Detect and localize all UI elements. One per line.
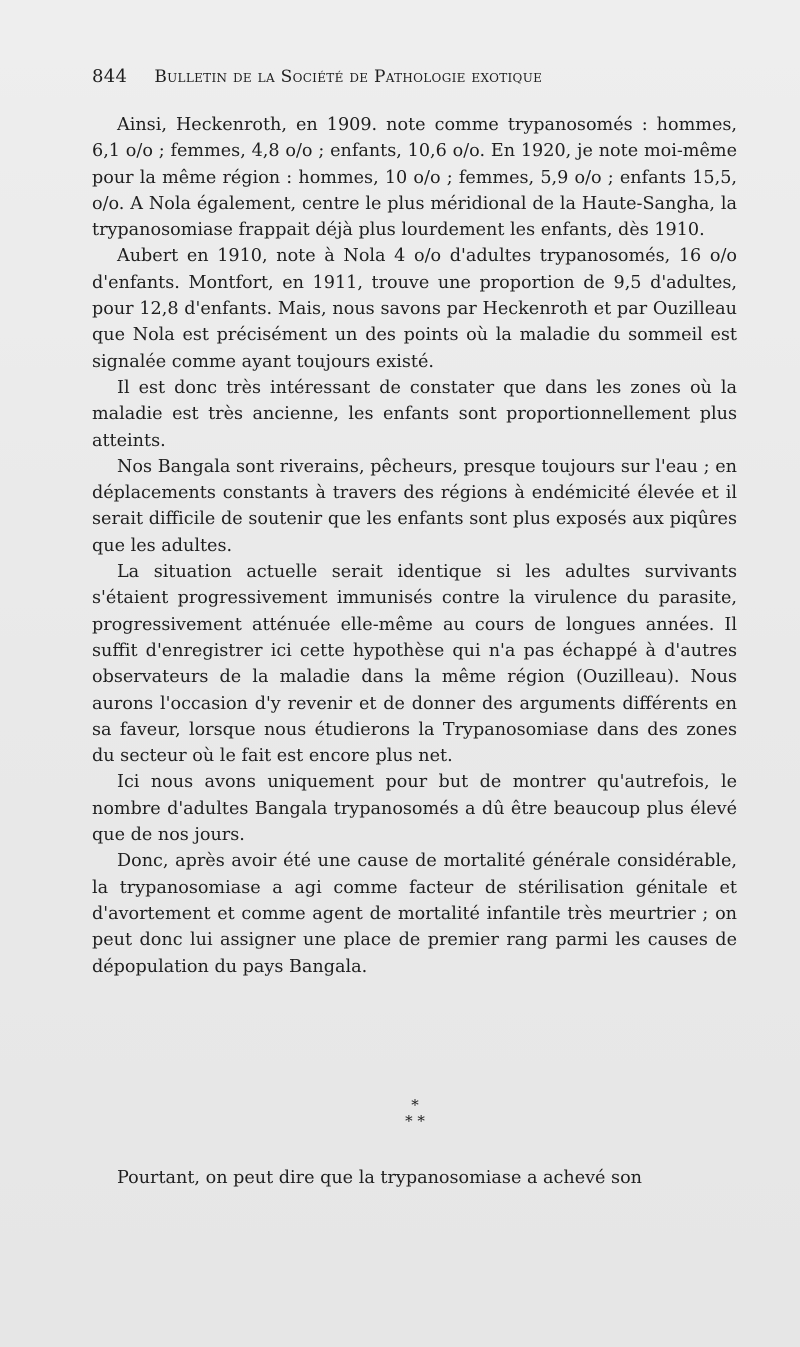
- paragraph: Donc, après avoir été une cause de mortalité générale considérable, la trypanosomiase a agi comme facteur de stérilisation génitale et d'avortement et comme agent de mortalité infantile très meurtrier ; on peut donc lui assigner une place de premier rang parmi les causes de dépopulation du pays Bangala.: [92, 851, 737, 977]
- separator-stars: * *: [405, 1112, 425, 1130]
- next-section: [92, 1165, 737, 1191]
- paragraph: Aubert en 1910, note à Nola 4 o/o d'adultes trypanosomés, 16 o/o d'enfants. Montfort, en 1911, trouve une proportion de 9,5 d'adultes, pour 12,8 d'enfants. Mais, nous savons par Heckenroth et par Ouzilleau que Nola est précisément un des points où la maladie du sommeil est signalée comme ayant toujours existé.: [92, 246, 737, 372]
- paragraph: Ici nous avons uniquement pour but de montrer qu'autrefois, le nombre d'adultes Bangala trypanosomés a dû être beaucoup plus élevé que de nos jours.: [92, 772, 737, 846]
- paragraph: Pourtant, on peut dire que la trypanosomiase a achevé son: [117, 1168, 643, 1188]
- page-number: 844: [92, 66, 128, 87]
- running-header: [92, 66, 652, 87]
- journal-title: Bulletin de la Société de Pathologie exotique: [154, 67, 543, 87]
- paragraph: Ainsi, Heckenroth, en 1909. note comme trypanosomés : hommes, 6,1 o/o ; femmes, 4,8 o/o ; enfants, 10,6 o/o. En 1920, je note moi-même pour la même région : hommes, 10 o/o ; femmes, 5,9 o/o ; enfants 15,5, o/o. A Nola également, centre le plus méridional de la Haute-Sangha, la trypanosomiase frappait déjà plus lourdement les enfants, dès 1910.: [92, 115, 737, 241]
- paragraph: Nos Bangala sont riverains, pêcheurs, presque toujours sur l'eau ; en déplacements constants à travers des régions à endémicité élevée et il serait difficile de soutenir que les enfants sont plus exposés aux piqûres que les adultes.: [92, 456, 737, 556]
- article-body: [92, 112, 737, 980]
- paragraph: La situation actuelle serait identique si les adultes survivants s'étaient progressivement immunisés contre la virulence du parasite, progressivement atténuée elle-même au cours de longues années. Il suffit d'enregistrer ici cette hypothèse qui n'a pas échappé à d'autres observateurs de la maladie dans la même région (Ouzilleau). Nous aurons l'occasion d'y revenir et de donner des arguments différents en sa faveur, lorsque nous étudierons la Trypanosomiase dans des zones du secteur où le fait est encore plus net.: [92, 562, 737, 767]
- section-separator: [0, 1097, 800, 1129]
- paragraph: Il est donc très intéressant de constater que dans les zones où la maladie est très ancienne, les enfants sont proportionnellement plus atteints.: [92, 377, 737, 451]
- separator-star: *: [411, 1096, 419, 1114]
